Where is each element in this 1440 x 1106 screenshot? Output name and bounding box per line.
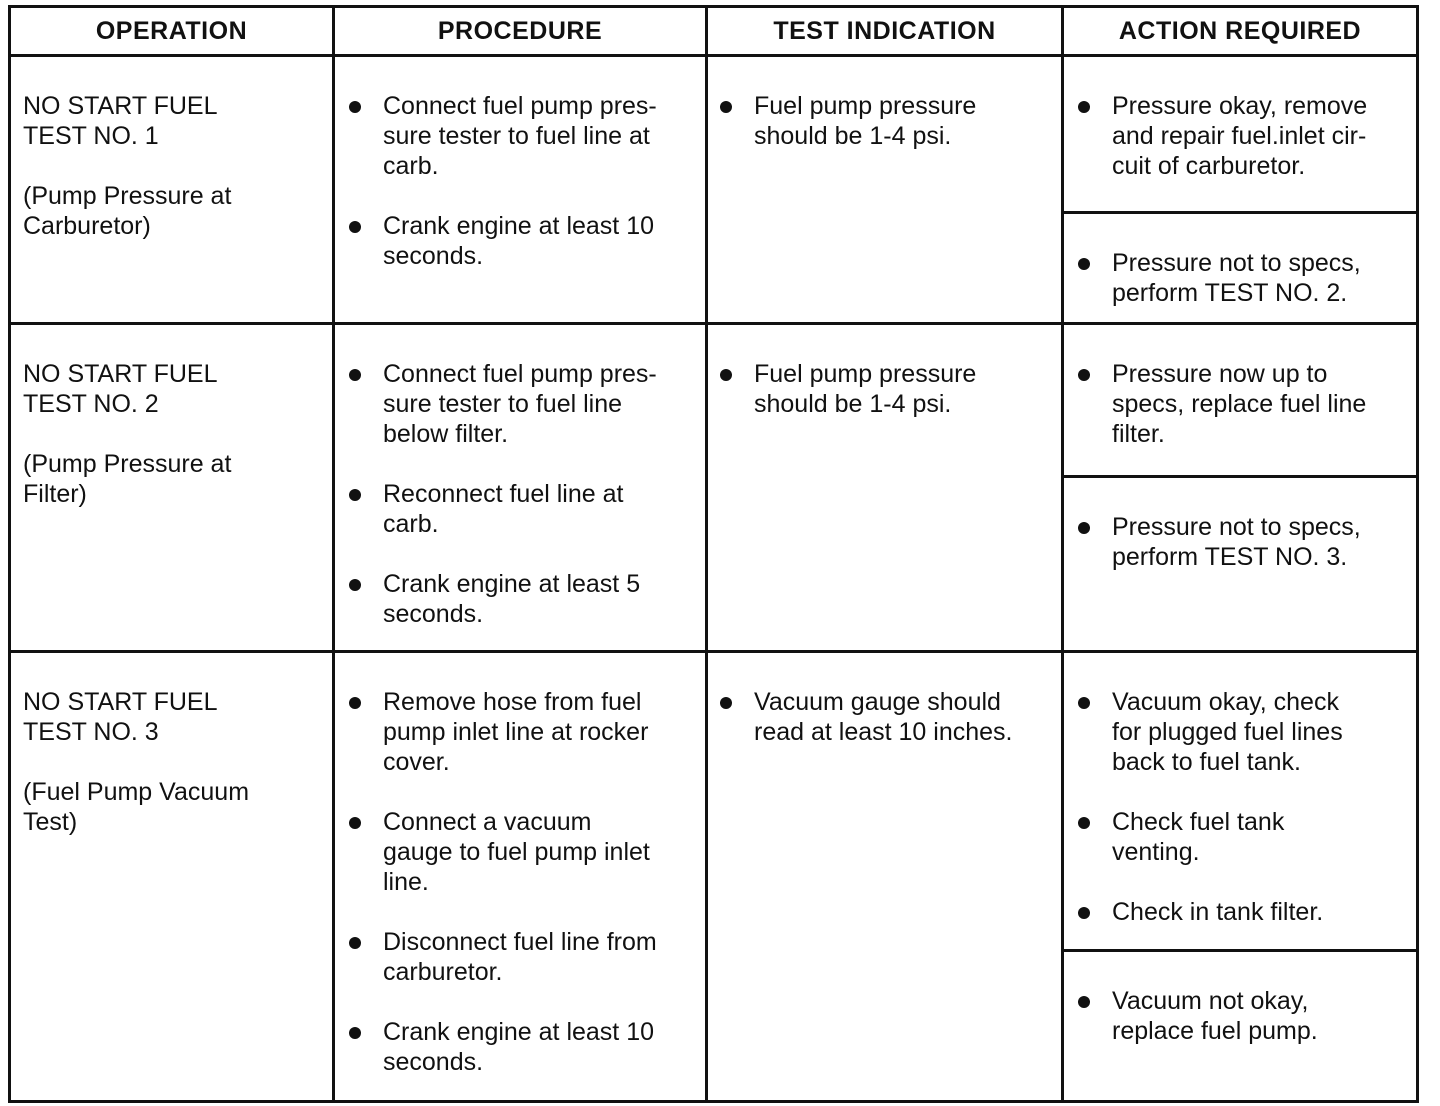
procedure-step: Connect fuel pump pres- sure tester to fuel line at carb. xyxy=(383,92,657,180)
operation-cell xyxy=(10,56,334,324)
bullet-icon xyxy=(720,359,754,419)
procedure-step: Crank engine at least 5 seconds. xyxy=(383,570,641,628)
list-item xyxy=(349,807,693,897)
header-operation: OPERATION xyxy=(10,7,334,56)
header-procedure: PROCEDURE xyxy=(334,7,707,56)
bullet-icon xyxy=(720,687,754,747)
list-item xyxy=(349,211,693,271)
table-row xyxy=(10,324,1418,652)
bullet-icon xyxy=(349,687,383,777)
bullet-icon xyxy=(349,91,383,181)
list-item xyxy=(1078,807,1406,867)
list-item xyxy=(720,91,1051,151)
header-row xyxy=(10,7,1418,56)
list-item xyxy=(720,687,1051,747)
action-required-cell xyxy=(1063,324,1418,652)
list-item xyxy=(349,479,693,539)
procedure-step: Remove hose from fuel pump inlet line at rocker cover. xyxy=(383,688,649,776)
bullet-icon xyxy=(349,479,383,539)
procedure-step: Crank engine at least 10 seconds. xyxy=(383,212,655,270)
bullet-icon xyxy=(1078,986,1112,1046)
test-indication-text: Fuel pump pressure should be 1-4 psi. xyxy=(754,92,977,150)
bullet-icon xyxy=(349,211,383,271)
procedure-cell xyxy=(334,652,707,1102)
action-text: Check fuel tank venting. xyxy=(1112,808,1285,866)
procedure-step: Crank engine at least 10 seconds. xyxy=(383,1018,655,1076)
list-item xyxy=(1078,91,1406,181)
list-item xyxy=(1078,512,1406,572)
operation-name: NO START FUEL TEST NO. 1 xyxy=(23,92,218,150)
operation-cell xyxy=(10,652,334,1102)
operation-cell xyxy=(10,324,334,652)
action-block xyxy=(1064,325,1416,478)
test-indication-cell xyxy=(707,56,1063,324)
bullet-icon xyxy=(1078,359,1112,449)
list-item xyxy=(720,359,1051,419)
list-item xyxy=(1078,359,1406,449)
bullet-icon xyxy=(349,359,383,449)
list-item xyxy=(349,359,693,449)
test-indication-cell xyxy=(707,324,1063,652)
bullet-icon xyxy=(349,807,383,897)
list-item xyxy=(349,927,693,987)
list-item xyxy=(349,1017,693,1077)
operation-subtitle: (Pump Pressure at Filter) xyxy=(23,450,232,508)
procedure-cell xyxy=(334,56,707,324)
list-item xyxy=(349,569,693,629)
action-text: Check in tank filter. xyxy=(1112,898,1324,926)
procedure-step: Connect a vacuum gauge to fuel pump inlet line. xyxy=(383,808,650,896)
bullet-icon xyxy=(1078,512,1112,572)
header-action-required: ACTION REQUIRED xyxy=(1063,7,1418,56)
bullet-icon xyxy=(349,569,383,629)
procedure-step: Disconnect fuel line from carburetor. xyxy=(383,928,657,986)
list-item xyxy=(1078,687,1406,777)
header-test-indication: TEST INDICATION xyxy=(707,7,1063,56)
test-indication-text: Vacuum gauge should read at least 10 inches. xyxy=(754,688,1013,746)
table-row xyxy=(10,56,1418,324)
procedure-step: Reconnect fuel line at carb. xyxy=(383,480,624,538)
operation-name: NO START FUEL TEST NO. 3 xyxy=(23,688,218,746)
action-text: Pressure now up to specs, replace fuel line filter. xyxy=(1112,360,1367,448)
list-item xyxy=(349,687,693,777)
bullet-icon xyxy=(349,1017,383,1077)
bullet-icon xyxy=(1078,807,1112,867)
bullet-icon xyxy=(349,927,383,987)
action-text: Pressure not to specs, perform TEST NO. 2. xyxy=(1112,249,1361,307)
list-item xyxy=(349,91,693,181)
list-item xyxy=(1078,897,1406,927)
action-required-cell xyxy=(1063,56,1418,324)
action-block xyxy=(1064,478,1416,584)
action-text: Vacuum okay, check for plugged fuel lines back to fuel tank. xyxy=(1112,688,1343,776)
fuel-test-table xyxy=(8,5,1419,1103)
bullet-icon xyxy=(720,91,754,151)
test-indication-cell xyxy=(707,652,1063,1102)
action-block xyxy=(1064,653,1416,952)
table-row xyxy=(10,652,1418,1102)
action-required-cell xyxy=(1063,652,1418,1102)
test-indication-text: Fuel pump pressure should be 1-4 psi. xyxy=(754,360,977,418)
bullet-icon xyxy=(1078,897,1112,927)
list-item xyxy=(1078,248,1406,308)
operation-name: NO START FUEL TEST NO. 2 xyxy=(23,360,218,418)
troubleshooting-table-page xyxy=(8,5,1416,1103)
action-block xyxy=(1064,214,1416,320)
bullet-icon xyxy=(1078,687,1112,777)
action-block xyxy=(1064,57,1416,214)
action-text: Pressure okay, remove and repair fuel.inlet cir- cuit of carburetor. xyxy=(1112,92,1368,180)
operation-subtitle: (Fuel Pump Vacuum Test) xyxy=(23,778,250,836)
operation-subtitle: (Pump Pressure at Carburetor) xyxy=(23,182,232,240)
list-item xyxy=(1078,986,1406,1046)
action-text: Pressure not to specs, perform TEST NO. 3. xyxy=(1112,513,1361,571)
procedure-step: Connect fuel pump pres- sure tester to fuel line below filter. xyxy=(383,360,657,448)
procedure-cell xyxy=(334,324,707,652)
bullet-icon xyxy=(1078,248,1112,308)
action-text: Vacuum not okay, replace fuel pump. xyxy=(1112,987,1318,1045)
action-block xyxy=(1064,952,1416,1058)
bullet-icon xyxy=(1078,91,1112,181)
